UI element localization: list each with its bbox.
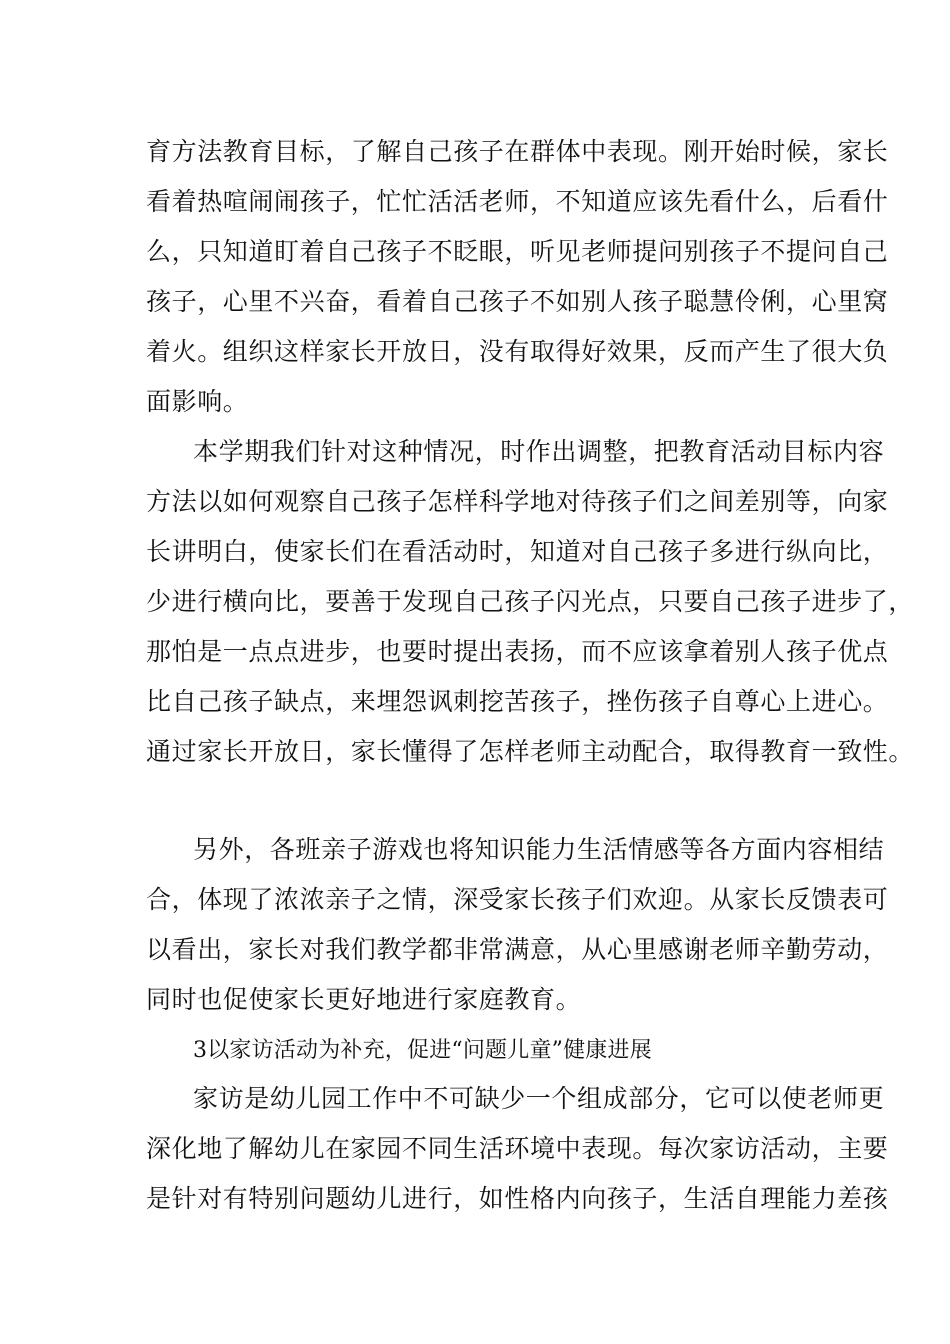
text-line: 少进行横向比，要善于发现自己孩子闪光点，只要自己孩子进步了， [146, 587, 915, 616]
text-line: 同时也促使家长更好地进行家庭教育。 [146, 985, 582, 1014]
text-line: 育方法教育目标，了解自己孩子在群体中表现。刚开始时候，家长 [146, 137, 889, 166]
text-line: 通过家长开放日，家长懂得了怎样老师主动配合，取得教育一致性。 [146, 737, 915, 766]
text-line: 面影响。 [146, 387, 249, 416]
text-line: 深化地了解幼儿在家园不同生活环境中表现。每次家访活动，主要 [146, 1134, 889, 1163]
text-line: 另外，各班亲子游戏也将知识能力生活情感等各方面内容相结 [193, 835, 885, 864]
text-line: 长讲明白，使家长们在看活动时，知道对自己孩子多进行纵向比， [146, 537, 889, 566]
text-line: 么，只知道盯着自己孩子不眨眼，听见老师提问别孩子不提问自己 [146, 237, 889, 266]
section-heading: 3以家访活动为补充，促进“问题儿童”健康进展 [193, 1038, 652, 1063]
text-line: 孩子，心里不兴奋，看着自己孩子不如别人孩子聪慧伶俐，心里窝 [146, 287, 889, 316]
text-line: 以看出，家长对我们教学都非常满意，从心里感谢老师辛勤劳动， [146, 935, 889, 964]
text-line: 看着热喧闹闹孩子，忙忙活活老师，不知道应该先看什么，后看什 [146, 187, 889, 216]
text-line: 是针对有特别问题幼儿进行，如性格内向孩子，生活自理能力差孩 [146, 1184, 889, 1213]
text-line: 本学期我们针对这种情况，时作出调整，把教育活动目标内容 [193, 437, 885, 466]
text-line: 家访是幼儿园工作中不可缺少一个组成部分，它可以使老师更 [193, 1084, 885, 1113]
text-line: 合，体现了浓浓亲子之情，深受家长孩子们欢迎。从家长反馈表可 [146, 885, 889, 914]
text-line: 比自己孩子缺点，来埋怨讽刺挖苦孩子，挫伤孩子自尊心上进心。 [146, 687, 889, 716]
text-line: 那怕是一点点进步，也要时提出表扬，而不应该拿着别人孩子优点 [146, 637, 889, 666]
text-line: 方法以如何观察自己孩子怎样科学地对待孩子们之间差别等，向家 [146, 487, 889, 516]
text-line: 着火。组织这样家长开放日，没有取得好效果，反而产生了很大负 [146, 337, 889, 366]
